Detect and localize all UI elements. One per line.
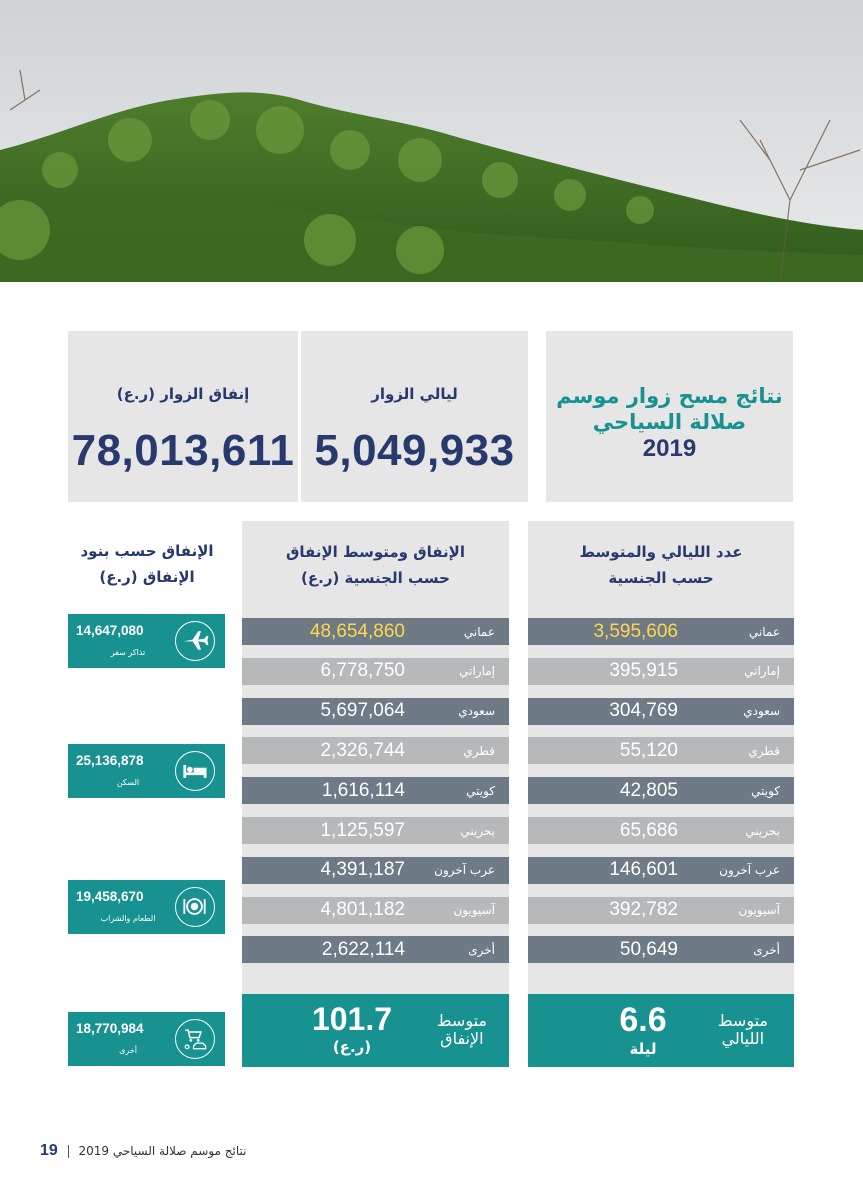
nights-value: 392,782	[609, 899, 678, 921]
spending-row	[242, 897, 509, 924]
nights-nationality: قطري	[748, 743, 780, 758]
spending-average-unit: (ر.ع)	[332, 1038, 372, 1056]
nights-row	[528, 737, 794, 764]
spending-value: 1,125,597	[320, 819, 405, 841]
nights-row	[528, 897, 794, 924]
nights-value: 55,120	[619, 739, 678, 761]
title-line-2: صلالة السياحي	[592, 410, 747, 434]
spending-row	[242, 658, 509, 685]
nights-value: 50,649	[619, 938, 678, 960]
nights-row	[528, 658, 794, 685]
visitor-spending-card	[68, 331, 298, 502]
page-number: 19	[40, 1142, 58, 1159]
items-title-1: الإنفاق حسب بنود	[80, 542, 214, 560]
nights-row	[528, 777, 794, 804]
nights-nationality: آسيويون	[738, 903, 780, 918]
spending-average-value: 101.7	[311, 1001, 393, 1037]
nights-average-box	[528, 994, 794, 1067]
plate-icon	[175, 887, 215, 927]
spending-value: 2,622,114	[321, 938, 405, 960]
spending-value: 6,778,750	[320, 660, 405, 682]
nights-panel-title-1: عدد الليالي والمتوسط	[579, 543, 743, 561]
spending-row	[242, 698, 509, 725]
spending-average-label-1: متوسط	[436, 1011, 487, 1030]
footer-text: نتائج موسم صلالة السياحي 2019	[78, 1144, 247, 1158]
visitor-spending-label: إنفاق الزوار (ر.ع)	[116, 385, 250, 403]
spending-panel-title-1: الإنفاق ومتوسط الإنفاق	[286, 543, 465, 561]
spending-value: 2,326,744	[320, 739, 405, 761]
spending-row	[242, 618, 509, 645]
nights-nationality: كويتي	[751, 783, 780, 798]
bed-icon	[175, 751, 215, 791]
visitor-nights-card	[301, 331, 528, 502]
shopping-car-icon	[175, 1019, 215, 1059]
item-caption: تذاكر سفر	[110, 648, 146, 657]
nights-average-label-1: متوسط	[717, 1011, 768, 1030]
spending-nationality: سعودي	[458, 704, 495, 719]
spending-value: 1,616,114	[321, 779, 405, 801]
spending-row	[242, 737, 509, 764]
nights-value: 304,769	[609, 700, 678, 722]
nights-value: 146,601	[609, 859, 678, 881]
item-accommodation	[68, 744, 225, 798]
nights-nationality: عماني	[748, 624, 780, 639]
spending-value: 5,697,064	[320, 700, 405, 722]
title-card	[546, 331, 793, 502]
nights-row	[528, 936, 794, 963]
visitor-spending-value: 78,013,611	[71, 426, 295, 475]
nights-average-label-2: الليالي	[721, 1029, 765, 1048]
spending-panel-title-2: حسب الجنسية (ر.ع)	[301, 569, 450, 587]
nights-value: 65,686	[619, 819, 678, 841]
item-amount: 18,770,984	[76, 1021, 144, 1036]
spending-value: 48,654,860	[309, 620, 405, 642]
nights-nationality: بحريني	[745, 823, 780, 838]
nights-average-value: 6.6	[619, 1001, 667, 1039]
spending-nationality: آسيويون	[453, 903, 495, 918]
spending-nationality: إماراتي	[459, 664, 495, 679]
hero-photo	[0, 0, 863, 282]
item-amount: 19,458,670	[76, 889, 144, 904]
page-footer	[40, 1142, 340, 1160]
spending-nationality: عرب آخرون	[434, 863, 495, 878]
nights-value: 395,915	[609, 660, 678, 682]
spending-nationality: عماني	[463, 624, 495, 639]
nights-average-unit: ليلة	[629, 1040, 657, 1058]
visitor-nights-label: ليالي الزوار	[371, 385, 458, 403]
spending-row	[242, 857, 509, 884]
visitor-nights-value: 5,049,933	[314, 426, 515, 475]
nights-panel-title-2: حسب الجنسية	[608, 569, 714, 587]
spending-nationality: قطري	[463, 743, 495, 758]
spending-row	[242, 777, 509, 804]
spending-value: 4,801,182	[320, 899, 405, 921]
spending-average-label-2: الإنفاق	[440, 1029, 484, 1048]
airplane-icon	[175, 621, 215, 661]
footer-divider	[68, 1145, 69, 1158]
item-amount: 14,647,080	[76, 623, 144, 638]
spending-row	[242, 936, 509, 963]
nights-value: 42,805	[619, 779, 678, 801]
nights-nationality: أخرى	[753, 942, 780, 957]
item-caption: السكن	[116, 778, 140, 787]
spending-nationality: كويتي	[466, 783, 495, 798]
nights-nationality: سعودي	[743, 704, 780, 719]
item-airfare	[68, 614, 225, 668]
spending-nationality: أخرى	[468, 942, 495, 957]
spending-value: 4,391,187	[320, 859, 405, 881]
nights-row	[528, 817, 794, 844]
nights-value: 3,595,606	[593, 620, 678, 642]
nights-nationality: إماراتي	[744, 664, 780, 679]
spending-nationality: بحريني	[460, 823, 495, 838]
nights-row	[528, 618, 794, 645]
nights-nationality: عرب آخرون	[719, 863, 780, 878]
item-amount: 25,136,878	[76, 753, 144, 768]
spending-average-box	[242, 994, 509, 1067]
spending-row	[242, 817, 509, 844]
items-title-2: الإنفاق (ر.ع)	[99, 568, 195, 586]
nights-row	[528, 698, 794, 725]
title-year: 2019	[642, 435, 697, 462]
item-other	[68, 1012, 225, 1066]
item-caption: الطعام والشراب	[100, 914, 156, 923]
title-line-1: نتائج مسح زوار موسم	[556, 384, 783, 408]
item-caption: أخرى	[119, 1046, 137, 1055]
nights-row	[528, 857, 794, 884]
item-food-drink	[68, 880, 225, 934]
